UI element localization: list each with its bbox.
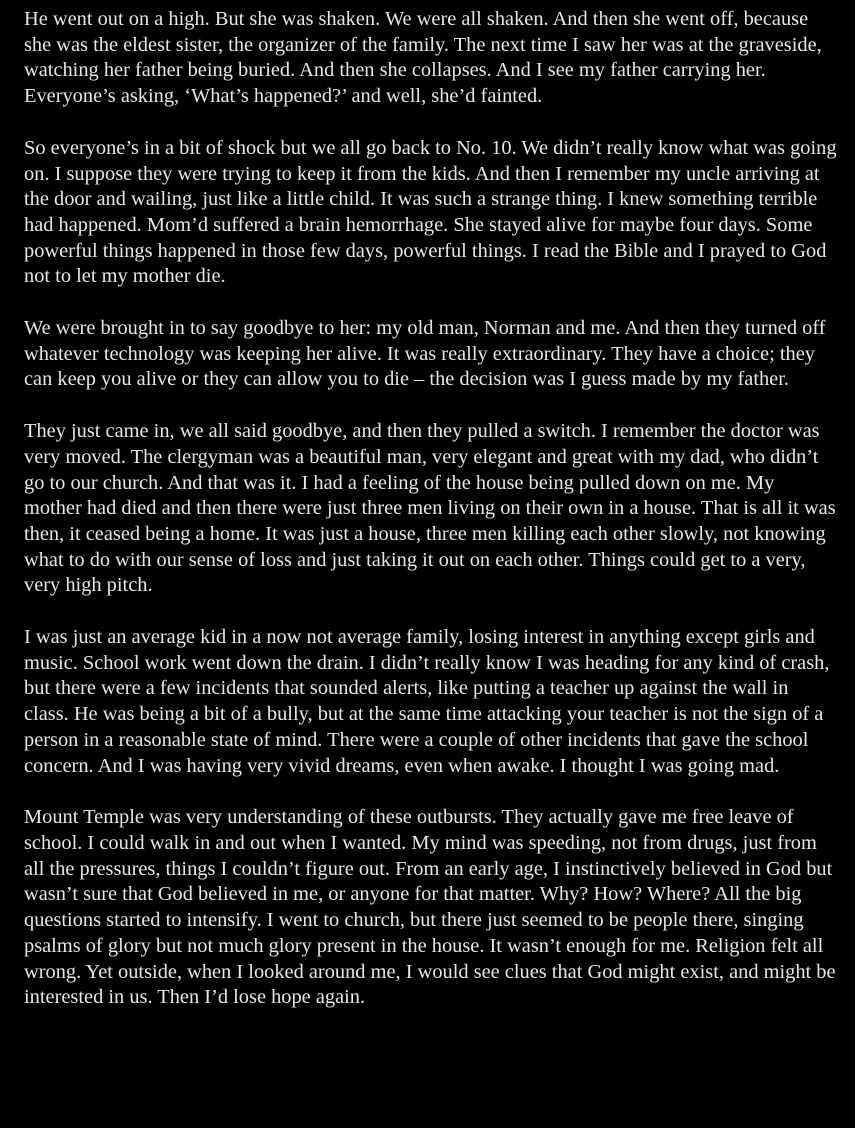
- paragraph-4: They just came in, we all said goodbye, and then they pulled a switch. I remember the doctor was very moved. The clergyman was a beautiful man, very elegant and great with my dad, who didn’t go to our church. And that was it. I had a feeling of the house being pulled down on me. My mother had died and then there were just three men living on their own in a house. That is all it was then, it ceased being a home. It was just a house, three men killing each other slowly, not knowing what to do with our sense of loss and just taking it out on each other. Things could get to a very, very high pitch.: [24, 420, 836, 597]
- paragraph-5: I was just an average kid in a now not average family, losing interest in anything except girls and music. School work went down the drain. I didn’t really know I was heading for any kind of crash, but there were a few incidents that sounded alerts, like putting a teacher up against the wall in class. He was being a bit of a bully, but at the same time attacking your teacher is not the sign of a person in a reasonable state of mind. There were a couple of other incidents that gave the school concern. And I was having very vivid dreams, even when awake. I thought I was going mad.: [24, 626, 830, 777]
- paragraph-6: Mount Temple was very understanding of these outbursts. They actually gave me free leave of school. I could walk in and out when I wanted. My mind was speeding, not from drugs, just from all the pressures, things I couldn’t figure out. From an early age, I instinctively believed in God but wasn’t sure that God believed in me, or anyone for that matter. Why? How? Where? All the big questions started to intensify. I went to church, but there just seemed to be people there, singing psalms of glory but not much glory present in the house. It wasn’t enough for me. Religion felt all wrong. Yet outside, when I looked around me, I would see clues that God might exist, and might be interested in us. Then I’d lose hope again.: [24, 806, 836, 1009]
- paragraph-1: He went out on a high. But she was shaken. We were all shaken. And then she went off, because she was the eldest sister, the organizer of the family. The next time I saw her was at the graveside, watching her father being buried. And then she collapses. And I see my father carrying her. Everyone’s asking, ‘What’s happened?’ and well, she’d fainted.: [24, 8, 822, 108]
- paragraph-2: So everyone’s in a bit of shock but we all go back to No. 10. We didn’t really know what was going on. I suppose they were trying to keep it from the kids. And then I remember my uncle arriving at the door and wailing, just like a little child. It was such a strange thing. I knew something terrible had happened. Mom’d suffered a brain hemorrhage. She stayed alive for maybe four days. Some powerful things happened in those few days, powerful things. I read the Bible and I prayed to God not to let my mother die.: [24, 136, 837, 288]
- paragraph-3: We were brought in to say goodbye to her: my old man, Norman and me. And then they turned off whatever technology was keeping her alive. It was really extraordinary. They have a choice; they can keep you alive or they can allow you to die – the decision was I guess made by my father.: [24, 317, 826, 391]
